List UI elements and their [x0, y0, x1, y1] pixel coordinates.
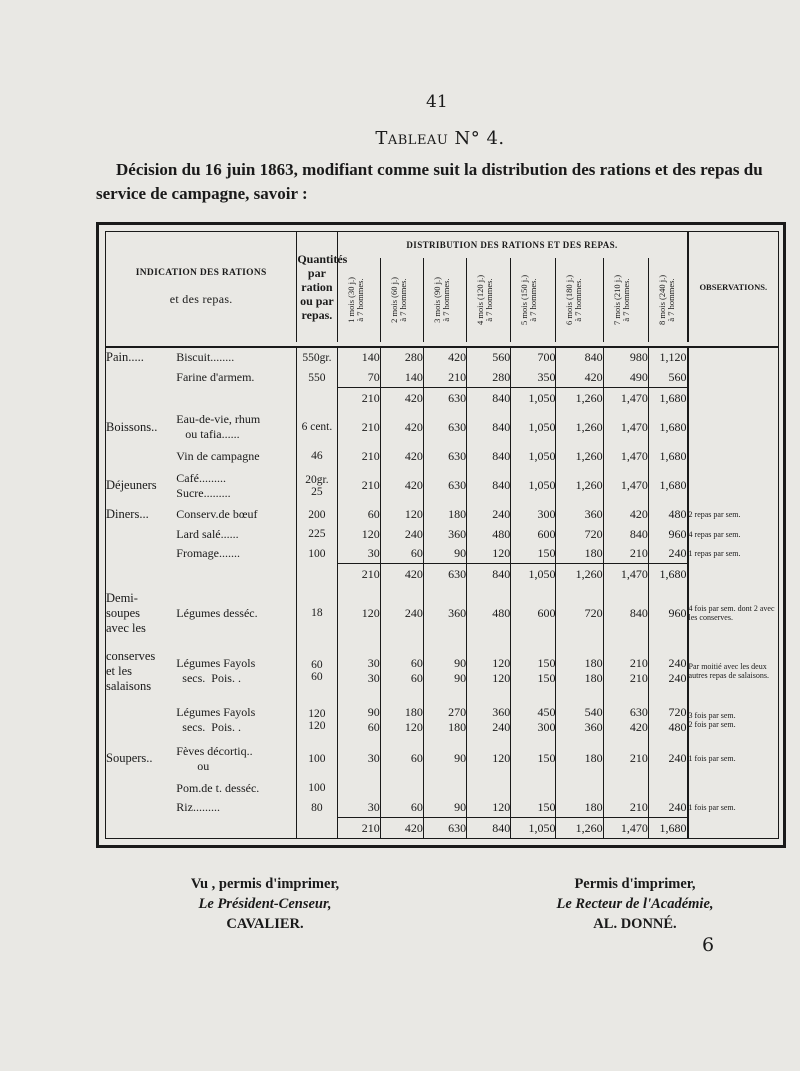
observation-cell: Par moitié avec les deux autres repas de salaisons. [688, 642, 778, 700]
value-cell: 280 [467, 368, 511, 388]
header-month-5 [511, 258, 556, 342]
item-cell: Fromage....... [176, 546, 240, 561]
value-cell [511, 778, 556, 797]
header-indication [106, 232, 297, 342]
ration-table-inner [105, 231, 779, 839]
header-distribution: DISTRIBUTION DES RATIONS ET DES REPAS. [406, 240, 618, 250]
category-cell [106, 447, 176, 466]
value-cell: 30 [337, 739, 380, 778]
category-cell [106, 798, 176, 818]
observation-cell [688, 818, 778, 838]
value-cell: 420 [380, 564, 423, 584]
value-cell: 1,120 [648, 347, 687, 368]
category-cell [106, 368, 176, 388]
value-cell: 180 [556, 798, 603, 818]
value-cell: 60 [380, 739, 423, 778]
category-cell [106, 818, 176, 838]
table-row [106, 778, 778, 797]
value-cell: 210 [337, 564, 380, 584]
quantity-cell: 550gr. [297, 347, 337, 368]
header-quantities: Quantités par ration ou par repas. [297, 232, 337, 342]
item-cell: Fèves décortiq.. ou [176, 743, 253, 773]
category-cell: Déjeuners [106, 478, 157, 493]
quantity-cell [297, 388, 337, 408]
value-cell: 120 [337, 584, 380, 642]
value-cell: 120 120 [467, 642, 511, 700]
item-cell: Biscuit........ [176, 350, 235, 365]
value-cell: 1,680 [648, 466, 687, 505]
ration-table-frame [96, 222, 786, 848]
page-number: 41 [426, 92, 448, 112]
value-cell: 210 [337, 466, 380, 505]
quantity-cell: 550 [297, 368, 337, 388]
quantity-cell: 100 [297, 544, 337, 564]
value-cell: 90 90 [423, 642, 466, 700]
value-cell: 180 180 [556, 642, 603, 700]
header-month-label: 7 mois (210 j.) à 7 hommes. [611, 274, 631, 326]
value-cell: 180 [556, 544, 603, 564]
sheet-number: 6 [702, 934, 715, 956]
value-cell: 1,260 [556, 466, 603, 505]
value-cell: 420 [380, 466, 423, 505]
category-cell [106, 388, 176, 408]
value-cell: 420 [603, 505, 648, 524]
value-cell: 840 [603, 584, 648, 642]
observation-cell [688, 778, 778, 797]
category-cell: Soupers.. [106, 751, 153, 766]
item-cell: Conserv.de bœuf [176, 507, 258, 522]
value-cell: 1,470 [603, 466, 648, 505]
quantity-cell: 80 [297, 798, 337, 818]
value-cell: 1,050 [511, 408, 556, 447]
value-cell: 1,680 [648, 388, 687, 408]
value-cell: 450 300 [511, 701, 556, 740]
value-cell: 120 [337, 524, 380, 543]
table-row [106, 447, 778, 466]
value-cell [648, 778, 687, 797]
quantity-cell: 100 [297, 778, 337, 797]
value-cell: 630 [423, 564, 466, 584]
header-month-label: 6 mois (180 j.) à 7 hommes. [564, 274, 584, 326]
header-month-7 [603, 258, 648, 342]
value-cell: 30 [337, 544, 380, 564]
observation-cell: 4 repas par sem. [688, 524, 778, 543]
value-cell: 150 [511, 544, 556, 564]
quantity-cell: 120 120 [297, 701, 337, 740]
category-cell: Demi- soupes avec les [106, 590, 146, 635]
quantity-cell: 60 60 [297, 642, 337, 700]
item-cell: Eau-de-vie, rhum ou tafia...... [176, 412, 261, 442]
value-cell: 360 [423, 524, 466, 543]
observation-cell: 1 fois par sem. [688, 739, 778, 778]
observation-cell: 3 fois par sem. 2 fois par sem. [688, 701, 778, 740]
value-cell: 270 180 [423, 701, 466, 740]
value-cell [603, 778, 648, 797]
value-cell: 1,470 [603, 818, 648, 838]
value-cell: 1,050 [511, 388, 556, 408]
item-cell [176, 388, 297, 408]
value-cell: 120 [380, 505, 423, 524]
value-cell: 280 [380, 347, 423, 368]
ration-table [106, 232, 778, 838]
header-month-label: 2 mois (60 j.) à 7 hommes. [388, 277, 408, 323]
value-cell: 420 [380, 408, 423, 447]
value-cell: 1,680 [648, 408, 687, 447]
value-cell: 720 [556, 584, 603, 642]
value-cell: 210 [423, 368, 466, 388]
value-cell: 420 [380, 388, 423, 408]
header-month-label: 8 mois (240 j.) à 7 hommes. [656, 274, 676, 326]
value-cell: 700 [511, 347, 556, 368]
value-cell: 960 [648, 584, 687, 642]
footer-left-name: CAVALIER. [226, 916, 304, 932]
value-cell: 840 [556, 347, 603, 368]
value-cell: 420 [556, 368, 603, 388]
value-cell: 360 240 [467, 701, 511, 740]
value-cell: 840 [603, 524, 648, 543]
header-indication-title: INDICATION DES RATIONS [135, 267, 267, 278]
value-cell: 1,050 [511, 818, 556, 838]
total-row [106, 388, 778, 408]
quantity-cell [297, 818, 337, 838]
value-cell: 1,470 [603, 564, 648, 584]
value-cell: 1,470 [603, 408, 648, 447]
value-cell: 1,680 [648, 818, 687, 838]
value-cell: 540 360 [556, 701, 603, 740]
value-cell: 560 [648, 368, 687, 388]
value-cell: 720 480 [648, 701, 687, 740]
value-cell: 1,680 [648, 447, 687, 466]
header-month-label: 1 mois (30 j.) à 7 hommes. [345, 277, 365, 323]
value-cell: 240 [380, 524, 423, 543]
item-cell: Légumes Fayols secs. Pois. . [176, 705, 256, 735]
table-row [106, 524, 778, 543]
value-cell: 180 [556, 739, 603, 778]
value-cell: 60 [337, 505, 380, 524]
value-cell: 1,050 [511, 564, 556, 584]
item-cell: Légumes desséc. [176, 605, 258, 620]
category-cell: Diners... [106, 507, 149, 522]
value-cell: 480 [467, 524, 511, 543]
value-cell: 150 [511, 798, 556, 818]
value-cell: 420 [380, 447, 423, 466]
item-cell [176, 818, 297, 838]
item-cell [176, 564, 297, 584]
value-cell: 630 [423, 447, 466, 466]
footer-left-role: Le Président-Censeur, [198, 896, 332, 912]
value-cell: 1,470 [603, 447, 648, 466]
observation-cell: 4 fois par sem. dont 2 avec les conserves. [688, 584, 778, 642]
value-cell: 480 [467, 584, 511, 642]
quantity-cell: 200 [297, 505, 337, 524]
value-cell: 240 [648, 798, 687, 818]
value-cell: 1,260 [556, 447, 603, 466]
value-cell [556, 778, 603, 797]
header-month-label: 4 mois (120 j.) à 7 hommes. [475, 274, 495, 326]
observation-cell [688, 368, 778, 388]
observation-cell: 1 fois par sem. [688, 798, 778, 818]
total-row [106, 564, 778, 584]
value-cell: 360 [423, 584, 466, 642]
value-cell: 150 150 [511, 642, 556, 700]
value-cell: 210 [603, 739, 648, 778]
header-month-4 [467, 258, 511, 342]
header-indication-sub: et des repas. [169, 291, 233, 306]
value-cell: 210 [603, 798, 648, 818]
category-cell: conserves et les salaisons [106, 648, 156, 693]
footer-right-role: Le Recteur de l'Académie, [556, 896, 714, 912]
observation-cell [688, 347, 778, 368]
category-cell: Boissons.. [106, 419, 158, 434]
value-cell: 90 [423, 798, 466, 818]
quantity-cell: 6 cent. [297, 408, 337, 447]
value-cell: 30 [337, 798, 380, 818]
category-cell [106, 778, 176, 797]
value-cell: 360 [556, 505, 603, 524]
observation-cell: 2 repas par sem. [688, 505, 778, 524]
value-cell: 120 [467, 798, 511, 818]
table-row [106, 739, 778, 778]
header-month-2 [380, 258, 423, 342]
value-cell: 420 [423, 347, 466, 368]
value-cell: 240 [648, 544, 687, 564]
quantity-cell: 225 [297, 524, 337, 543]
value-cell: 180 [423, 505, 466, 524]
value-cell: 350 [511, 368, 556, 388]
footer-right [520, 874, 750, 934]
header-month-label: 3 mois (90 j.) à 7 hommes. [431, 277, 451, 323]
value-cell: 1,680 [648, 564, 687, 584]
quantity-cell [297, 564, 337, 584]
footer-right-line1: Permis d'imprimer, [574, 876, 696, 892]
footer-left-line1: Vu , permis d'imprimer, [190, 876, 340, 892]
value-cell: 1,260 [556, 818, 603, 838]
value-cell [423, 778, 466, 797]
category-cell: Pain..... [106, 350, 144, 365]
value-cell: 560 [467, 347, 511, 368]
item-cell: Pom.de t. desséc. [176, 780, 260, 795]
value-cell: 480 [648, 505, 687, 524]
value-cell: 840 [467, 408, 511, 447]
category-cell [106, 564, 176, 584]
table-row [106, 368, 778, 388]
value-cell: 840 [467, 447, 511, 466]
table-row [106, 584, 778, 642]
footer-right-name: AL. DONNÉ. [593, 916, 677, 932]
observation-cell: 1 repas par sem. [688, 544, 778, 564]
value-cell [337, 778, 380, 797]
value-cell: 300 [511, 505, 556, 524]
value-cell: 210 [337, 818, 380, 838]
value-cell: 240 240 [648, 642, 687, 700]
value-cell: 840 [467, 564, 511, 584]
header-month-3 [423, 258, 466, 342]
value-cell: 90 60 [337, 701, 380, 740]
value-cell [380, 778, 423, 797]
observation-cell [688, 466, 778, 505]
value-cell: 120 [467, 544, 511, 564]
value-cell: 210 [337, 388, 380, 408]
table-row [106, 347, 778, 368]
value-cell: 120 [467, 739, 511, 778]
intro-paragraph: Décision du 16 juin 1863, modifiant comme suit la distribution des rations et des repas du service de campagne, savoir : [96, 160, 763, 203]
category-cell [106, 524, 176, 543]
value-cell: 1,050 [511, 466, 556, 505]
value-cell: 960 [648, 524, 687, 543]
value-cell: 210 [337, 447, 380, 466]
value-cell: 30 30 [337, 642, 380, 700]
value-cell: 490 [603, 368, 648, 388]
value-cell: 240 [467, 505, 511, 524]
value-cell: 630 [423, 466, 466, 505]
header-month-label: 5 mois (150 j.) à 7 hommes. [519, 274, 539, 326]
value-cell: 1,050 [511, 447, 556, 466]
value-cell: 1,470 [603, 388, 648, 408]
value-cell: 60 60 [380, 642, 423, 700]
value-cell: 240 [648, 739, 687, 778]
value-cell: 840 [467, 818, 511, 838]
value-cell: 180 120 [380, 701, 423, 740]
header-month-1 [337, 258, 380, 342]
value-cell: 630 [423, 388, 466, 408]
value-cell: 60 [380, 798, 423, 818]
table-row [106, 408, 778, 447]
item-cell: Riz......... [176, 800, 220, 815]
observation-cell [688, 447, 778, 466]
observation-cell [688, 564, 778, 584]
quantity-cell: 100 [297, 739, 337, 778]
value-cell: 630 420 [603, 701, 648, 740]
value-cell: 1,260 [556, 408, 603, 447]
value-cell: 90 [423, 544, 466, 564]
table-title: Tableau N° 4. [375, 128, 505, 149]
value-cell: 150 [511, 739, 556, 778]
value-cell: 240 [380, 584, 423, 642]
value-cell: 420 [380, 818, 423, 838]
value-cell: 1,260 [556, 564, 603, 584]
total-row [106, 818, 778, 838]
table-row [106, 505, 778, 524]
value-cell: 60 [380, 544, 423, 564]
value-cell: 840 [467, 388, 511, 408]
item-cell: Lard salé...... [176, 526, 239, 541]
value-cell: 140 [337, 347, 380, 368]
item-cell: Légumes Fayols secs. Pois. . [176, 656, 256, 686]
quantity-cell: 20gr. 25 [297, 466, 337, 505]
value-cell: 140 [380, 368, 423, 388]
value-cell: 210 [603, 544, 648, 564]
value-cell: 70 [337, 368, 380, 388]
header-month-8 [648, 258, 687, 342]
item-cell: Farine d'armem. [176, 370, 255, 385]
value-cell: 210 [337, 408, 380, 447]
value-cell: 720 [556, 524, 603, 543]
quantity-cell: 46 [297, 447, 337, 466]
observation-cell [688, 388, 778, 408]
item-cell: Vin de campagne [176, 448, 260, 463]
table-row [106, 701, 778, 740]
header-observations: OBSERVATIONS. [688, 232, 778, 342]
value-cell: 600 [511, 584, 556, 642]
value-cell: 630 [423, 408, 466, 447]
observation-cell [688, 408, 778, 447]
value-cell: 600 [511, 524, 556, 543]
value-cell: 630 [423, 818, 466, 838]
item-cell: Café......... Sucre......... [176, 470, 231, 500]
table-row [106, 798, 778, 818]
category-cell [106, 701, 176, 740]
value-cell: 90 [423, 739, 466, 778]
table-row [106, 544, 778, 564]
quantity-cell: 18 [297, 584, 337, 642]
value-cell [467, 778, 511, 797]
value-cell: 210 210 [603, 642, 648, 700]
value-cell: 1,260 [556, 388, 603, 408]
category-cell [106, 544, 176, 564]
value-cell: 840 [467, 466, 511, 505]
footer-left [150, 874, 380, 934]
value-cell: 980 [603, 347, 648, 368]
header-month-6 [556, 258, 603, 342]
table-row [106, 466, 778, 505]
table-row [106, 642, 778, 700]
